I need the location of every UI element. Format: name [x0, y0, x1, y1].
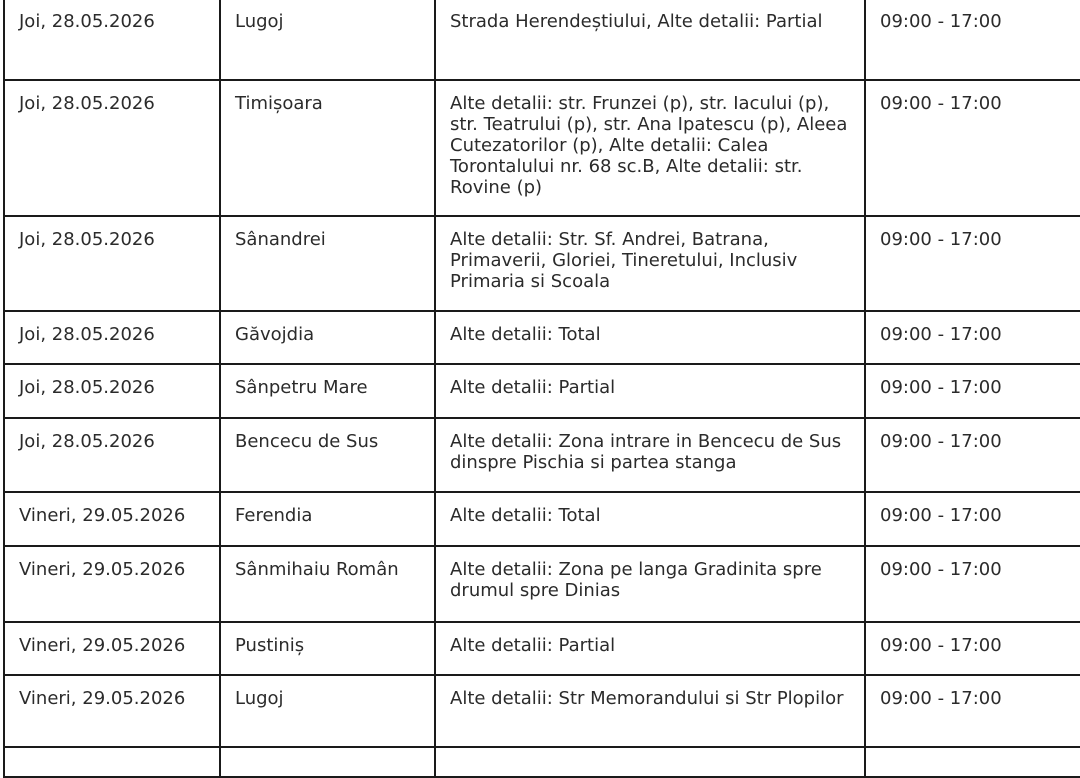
date-cell: Joi, 28.05.2026 [4, 216, 220, 311]
locality-cell: Ferendia [220, 492, 435, 546]
table-row [4, 364, 1080, 418]
details-cell [435, 747, 865, 777]
interval-cell: 09:00 - 17:00 [865, 311, 1080, 364]
details-cell: Alte detalii: Total [435, 311, 865, 364]
interval-cell [865, 747, 1080, 777]
interval-cell: 09:00 - 17:00 [865, 0, 1080, 80]
details-cell: Alte detalii: Str. Sf. Andrei, Batrana, Primaverii, Gloriei, Tineretului, Inclusiv Primaria si Scoala [435, 216, 865, 311]
details-cell: Alte detalii: Total [435, 492, 865, 546]
locality-cell: Găvojdia [220, 311, 435, 364]
date-cell: Vineri, 29.05.2026 [4, 675, 220, 747]
locality-cell: Sânmihaiu Român [220, 546, 435, 622]
date-cell: Vineri, 29.05.2026 [4, 492, 220, 546]
interval-cell: 09:00 - 17:00 [865, 546, 1080, 622]
locality-cell: Sânandrei [220, 216, 435, 311]
locality-cell: Timișoara [220, 80, 435, 216]
date-cell: Joi, 28.05.2026 [4, 80, 220, 216]
details-cell: Alte detalii: str. Frunzei (p), str. Iacului (p), str. Teatrului (p), str. Ana Ipatescu (p), Aleea Cutezatorilor (p), Alte detalii: Calea Torontalului nr. 68 sc.B, Alte detalii: str. Rovine (p) [435, 80, 865, 216]
date-cell: Vineri, 29.05.2026 [4, 622, 220, 675]
date-cell [4, 747, 220, 777]
table-row [4, 546, 1080, 622]
interval-cell: 09:00 - 17:00 [865, 80, 1080, 216]
locality-cell: Lugoj [220, 675, 435, 747]
table-row [4, 0, 1080, 80]
table-row [4, 80, 1080, 216]
locality-cell: Sânpetru Mare [220, 364, 435, 418]
details-cell: Strada Herendeștiului, Alte detalii: Partial [435, 0, 865, 80]
date-cell: Vineri, 29.05.2026 [4, 546, 220, 622]
details-cell: Alte detalii: Partial [435, 364, 865, 418]
locality-cell: Pustiniș [220, 622, 435, 675]
date-cell: Joi, 28.05.2026 [4, 418, 220, 492]
details-cell: Alte detalii: Zona pe langa Gradinita spre drumul spre Dinias [435, 546, 865, 622]
interval-cell: 09:00 - 17:00 [865, 418, 1080, 492]
interval-cell: 09:00 - 17:00 [865, 492, 1080, 546]
table-row [4, 492, 1080, 546]
table-row [4, 216, 1080, 311]
interval-cell: 09:00 - 17:00 [865, 216, 1080, 311]
table-row [4, 622, 1080, 675]
table-row [4, 311, 1080, 364]
interval-cell: 09:00 - 17:00 [865, 622, 1080, 675]
table-row [4, 418, 1080, 492]
table-row [4, 675, 1080, 747]
table-row [4, 747, 1080, 777]
locality-cell: Lugoj [220, 0, 435, 80]
details-cell: Alte detalii: Zona intrare in Bencecu de Sus dinspre Pischia si partea stanga [435, 418, 865, 492]
locality-cell: Bencecu de Sus [220, 418, 435, 492]
interval-cell: 09:00 - 17:00 [865, 364, 1080, 418]
outage-schedule-table [3, 0, 1080, 778]
date-cell: Joi, 28.05.2026 [4, 311, 220, 364]
details-cell: Alte detalii: Str Memorandului si Str Plopilor [435, 675, 865, 747]
details-cell: Alte detalii: Partial [435, 622, 865, 675]
date-cell: Joi, 28.05.2026 [4, 364, 220, 418]
interval-cell: 09:00 - 17:00 [865, 675, 1080, 747]
locality-cell [220, 747, 435, 777]
date-cell: Joi, 28.05.2026 [4, 0, 220, 80]
